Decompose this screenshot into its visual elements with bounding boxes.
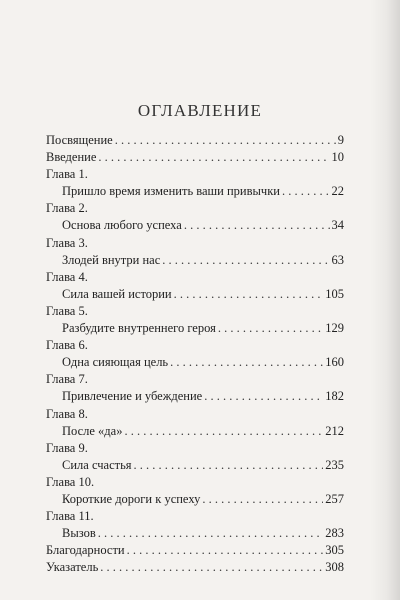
toc-chapter-label (46, 508, 344, 525)
toc-entry-title: После «да» (62, 423, 123, 438)
toc-chapter-label (46, 166, 344, 183)
toc-entry-title: Глава 5. (46, 303, 88, 318)
toc-chapter-label (46, 269, 344, 286)
toc-page-number: 22 (331, 184, 344, 199)
toc-entry-title: Глава 8. (46, 406, 88, 421)
toc-entry-title: Сила счастья (62, 457, 132, 472)
toc-entry-title: Глава 6. (46, 338, 88, 353)
toc-entry-title: Короткие дороги к успеху (62, 491, 201, 506)
toc-page-number: 9 (337, 133, 344, 147)
toc-entry-title: Разбудите внутреннего героя (62, 321, 216, 336)
toc-entry-title: Глава 2. (46, 201, 88, 216)
toc-entry (46, 286, 344, 303)
toc-entry-title: Введение (46, 150, 97, 165)
toc-entry-title: Злодей внутри нас (62, 252, 161, 267)
toc-entry (46, 559, 344, 576)
toc-chapter-label (46, 406, 344, 423)
toc-leader-dots (170, 354, 323, 371)
toc-entry-title: Глава 10. (46, 474, 95, 489)
toc-chapter-label (46, 474, 344, 491)
toc-leader-dots (162, 252, 329, 269)
toc-leader-dots (174, 286, 324, 303)
toc-entry-title: Указатель (46, 560, 99, 575)
toc-leader-dots (115, 132, 336, 149)
toc-entry (46, 320, 344, 337)
toc-leader-dots (202, 491, 323, 508)
toc-entry-title: Сила вашей истории (62, 286, 172, 301)
toc-entry-title: Глава 11. (46, 509, 94, 524)
toc-page-number: 160 (325, 355, 344, 370)
toc-leader-dots (204, 388, 323, 405)
toc-entry (46, 542, 344, 559)
toc-page-number: 34 (331, 218, 344, 233)
toc-entry-title: Глава 4. (46, 269, 88, 284)
toc-entry-title: Одна сияющая цель (62, 355, 169, 370)
toc-entry-title: Глава 9. (46, 440, 88, 455)
toc-leader-dots (184, 217, 330, 234)
toc-leader-dots (124, 423, 323, 440)
toc-leader-dots (98, 525, 323, 542)
toc-chapter-label (46, 440, 344, 457)
toc-heading: ОГЛАВЛЕНИЕ (137, 101, 263, 120)
toc-entry (46, 423, 344, 440)
toc-page-number: 308 (325, 560, 344, 575)
toc-entry-title: Основа любого успеха (62, 218, 182, 233)
toc-entry (46, 149, 344, 166)
toc-entry (46, 525, 344, 542)
toc-chapter-label (46, 200, 344, 217)
toc-entry (46, 217, 344, 234)
toc-leader-dots (98, 149, 329, 166)
toc-page-number: 63 (331, 252, 344, 267)
toc-entry (46, 132, 344, 149)
toc-entry-title: Глава 1. (46, 167, 88, 182)
toc-entry-title: Посвящение (46, 133, 113, 147)
spine-shadow (370, 0, 400, 600)
toc-entry-title: Пришло время изменить ваши привычки (62, 184, 280, 199)
toc-entry (46, 491, 344, 508)
toc-entry (46, 183, 344, 200)
toc-page-number: 235 (325, 457, 344, 472)
toc-entry (46, 354, 344, 371)
toc-leader-dots (127, 542, 324, 559)
toc-chapter-label (46, 371, 344, 388)
toc-entry-title: Глава 7. (46, 372, 88, 387)
toc-entry (46, 388, 344, 405)
toc-chapter-label (46, 235, 344, 252)
toc-chapter-label (46, 337, 344, 354)
toc-leader-dots (282, 183, 330, 200)
toc-leader-dots (134, 457, 324, 474)
toc-entry (46, 252, 344, 269)
toc-entry (46, 457, 344, 474)
toc-entry-title: Глава 3. (46, 235, 88, 250)
toc-leader-dots (100, 559, 323, 576)
table-of-contents (46, 132, 344, 576)
toc-page-number: 305 (325, 543, 344, 558)
toc-entry-title: Благодарности (46, 543, 125, 558)
toc-chapter-label (46, 303, 344, 320)
toc-page-number: 257 (325, 491, 344, 506)
toc-leader-dots (218, 320, 323, 337)
toc-page-number: 212 (325, 423, 344, 438)
toc-page-number: 283 (325, 526, 344, 541)
toc-entry-title: Привлечение и убеждение (62, 389, 203, 404)
toc-page-number: 129 (325, 321, 344, 336)
toc-page-number: 105 (325, 286, 344, 301)
toc-entry-title: Вызов (62, 526, 96, 541)
toc-page-number: 10 (331, 150, 344, 165)
toc-page-number: 182 (325, 389, 344, 404)
